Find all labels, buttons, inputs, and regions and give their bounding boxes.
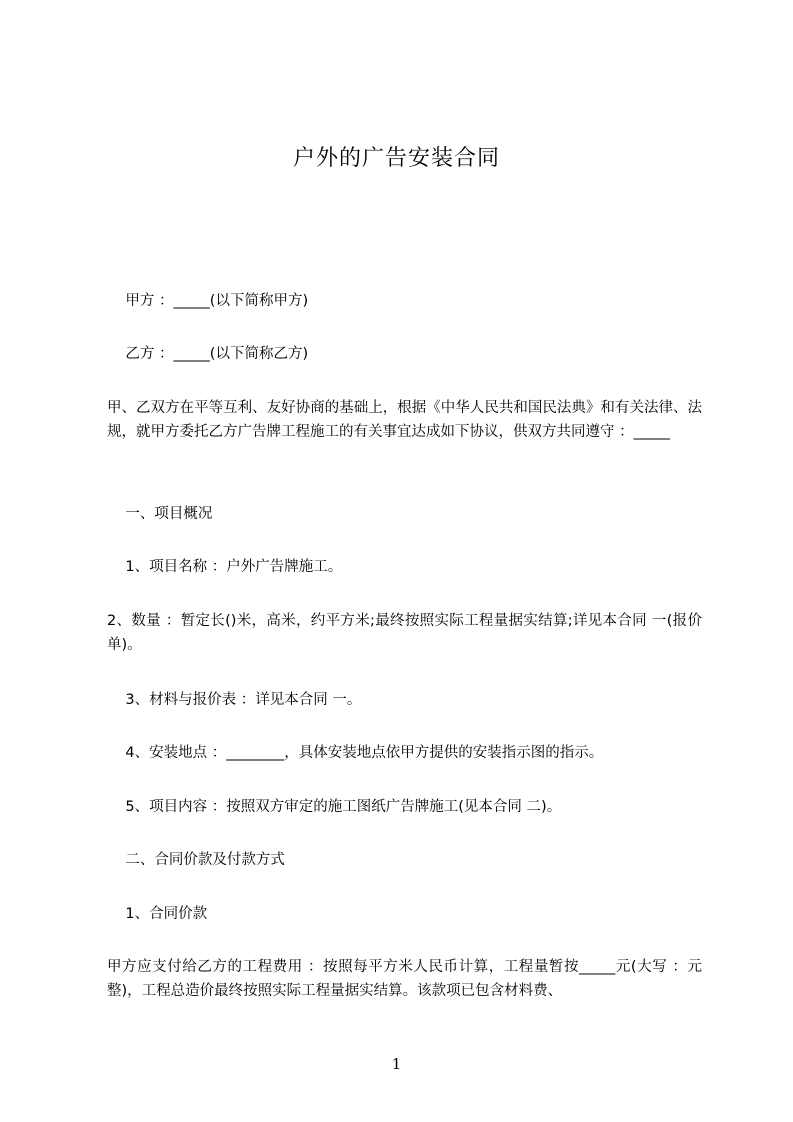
clause-contract-price: 1、合同价款: [107, 906, 208, 922]
page-number: 1: [391, 1055, 402, 1073]
preamble-paragraph: 甲、乙双方在平等互利、友好协商的基础上，根据《中华人民共和国民法典》和有关法律、法规，就甲方委托乙方广告牌工程施工的有关事宜达成如下协议，供双方共同遵守 ：_____: [107, 400, 702, 440]
clause-project-content: 5、项目内容 ：按照双方审定的施工图纸广告牌施工(见本合同 二)。: [107, 799, 562, 815]
clause-materials: 3、材料与报价表 ：详见本合同 一。: [107, 692, 362, 708]
document-title: 户外的广告安装合同: [292, 146, 500, 171]
party-a-line: 甲方 ：_____(以下简称甲方): [107, 293, 309, 309]
clause-fee-paragraph: 甲方应支付给乙方的工程费用 ：按照每平方米人民币计算，工程量暂按_____元(大写 ：元整)，工程总造价最终按照实际工程量据实结算。该款项已包含材料费、: [107, 959, 702, 999]
clause-project-name: 1、项目名称 ：户外广告牌施工。: [107, 559, 343, 575]
section-heading-project-overview: 一、项目概况: [107, 506, 213, 522]
clause-quantity: 2、数量 ：暂定长()米，高米，约平方米;最终按照实际工程量据实结算;详见本合同 一(报价单)。: [107, 613, 702, 653]
section-heading-price-payment: 二、合同价款及付款方式: [107, 852, 285, 868]
clause-install-location: 4、安装地点 ：________，具体安装地点依甲方提供的安装指示图的指示。: [107, 745, 604, 761]
party-b-line: 乙方 ：_____(以下简称乙方): [107, 346, 309, 362]
